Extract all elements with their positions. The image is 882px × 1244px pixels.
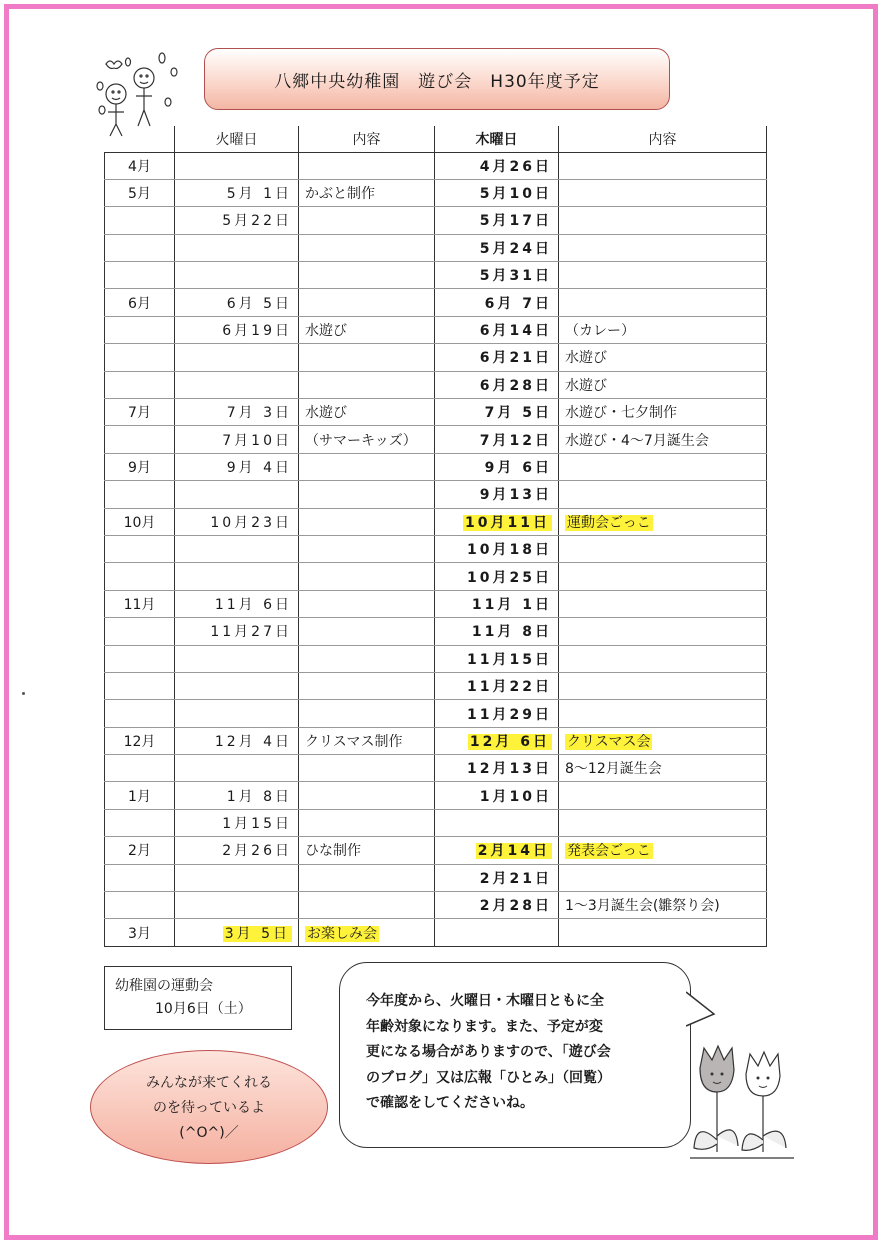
tuesday-date-cell-text: 3月 5日: [224, 925, 290, 942]
thursday-date-cell-text: 10月11日: [465, 514, 550, 531]
tuesday-content-cell: [299, 207, 435, 234]
thursday-date-cell-text: 11月15日: [467, 651, 552, 668]
month-cell: [105, 782, 175, 809]
tulips-illustration-icon: [686, 1040, 798, 1170]
table-row: [105, 152, 767, 179]
month-cell: [105, 344, 175, 371]
tuesday-date-cell: [175, 837, 299, 864]
month-cell: [105, 809, 175, 836]
month-cell: [105, 152, 175, 179]
thursday-content-cell-text: 水遊び・七夕制作: [565, 405, 677, 422]
notice-line: 年齢対象になります。また、予定が変: [366, 1018, 603, 1035]
tuesday-content-cell-text: 水遊び: [305, 323, 347, 340]
tuesday-date-cell: [175, 207, 299, 234]
thursday-date-cell-text: 9月 6日: [484, 459, 552, 476]
tuesday-content-cell: [299, 234, 435, 261]
notice-line: 更になる場合がありますので、｢遊び会: [366, 1044, 611, 1060]
thursday-date-cell-text: 6月14日: [479, 323, 552, 340]
month-cell: [105, 590, 175, 617]
tuesday-date-cell: [175, 672, 299, 699]
tuesday-content-cell: [299, 289, 435, 316]
thursday-content-cell-text: 1～3月誕生会(雛祭り会): [565, 898, 720, 915]
table-row: [105, 262, 767, 289]
thursday-content-cell: [559, 289, 767, 316]
thursday-date-cell-text: 11月22日: [467, 679, 552, 696]
thursday-content-cell: [559, 344, 767, 371]
tuesday-date-cell-text: 5月22日: [222, 213, 292, 230]
thursday-date-cell: [435, 262, 559, 289]
thursday-content-cell: [559, 892, 767, 919]
month-cell-text: 12月: [123, 733, 156, 750]
tuesday-date-cell-text: 1月15日: [222, 816, 292, 833]
table-row: [105, 809, 767, 836]
table-row: [105, 892, 767, 919]
tuesday-content-cell: [299, 262, 435, 289]
thursday-date-cell: [435, 563, 559, 590]
schedule-table: [104, 126, 767, 947]
thursday-content-cell: [559, 508, 767, 535]
thursday-content-cell-text: 水遊び・4～7月誕生会: [565, 432, 709, 449]
thursday-date-cell: [435, 426, 559, 453]
month-cell: [105, 289, 175, 316]
tuesday-content-cell: [299, 371, 435, 398]
thursday-date-cell-text: 2月28日: [479, 898, 552, 915]
tuesday-content-cell: [299, 919, 435, 946]
thursday-content-cell: [559, 700, 767, 727]
thursday-date-cell: [435, 892, 559, 919]
tuesday-content-cell-text: かぶと制作: [305, 186, 375, 203]
tuesday-content-cell: [299, 672, 435, 699]
thursday-content-cell: [559, 179, 767, 206]
thursday-content-cell-text: 運動会ごっこ: [567, 514, 651, 531]
month-cell: [105, 645, 175, 672]
thursday-date-cell-text: 11月 1日: [471, 596, 552, 613]
table-row: [105, 672, 767, 699]
thursday-date-cell: [435, 234, 559, 261]
tuesday-date-cell-text: 7月 3日: [226, 405, 292, 422]
tuesday-date-cell: [175, 289, 299, 316]
month-cell: [105, 508, 175, 535]
month-cell-text: 2月: [128, 843, 151, 860]
table-row: [105, 289, 767, 316]
month-cell: [105, 755, 175, 782]
table-row: [105, 837, 767, 864]
thursday-content-cell: [559, 563, 767, 590]
tuesday-date-cell: [175, 481, 299, 508]
tuesday-content-cell: [299, 179, 435, 206]
table-row: [105, 371, 767, 398]
thursday-date-cell-text: 5月31日: [479, 268, 552, 285]
tuesday-content-cell: [299, 837, 435, 864]
tuesday-content-cell: [299, 453, 435, 480]
tuesday-date-cell-text: 12月 4日: [214, 733, 292, 750]
table-row: [105, 782, 767, 809]
notice-line: のブログ」又は広報「ひとみ」（回覧）: [366, 1069, 611, 1086]
month-cell: [105, 727, 175, 754]
thursday-content-cell: [559, 453, 767, 480]
tuesday-date-cell: [175, 262, 299, 289]
tuesday-content-cell: [299, 727, 435, 754]
thursday-content-cell: [559, 864, 767, 891]
tuesday-content-cell: [299, 563, 435, 590]
table-row: [105, 535, 767, 562]
month-cell-text: 11月: [123, 596, 156, 613]
thursday-date-cell-text: 12月13日: [467, 761, 552, 778]
month-cell: [105, 481, 175, 508]
tuesday-content-cell: [299, 481, 435, 508]
thursday-content-cell: [559, 755, 767, 782]
table-row: [105, 563, 767, 590]
tuesday-date-cell: [175, 234, 299, 261]
notice-bubble: [339, 962, 691, 1148]
header-month: [105, 126, 175, 152]
thursday-date-cell: [435, 316, 559, 343]
tuesday-content-cell: [299, 316, 435, 343]
tuesday-date-cell: [175, 426, 299, 453]
thursday-content-cell: [559, 262, 767, 289]
tuesday-content-cell-text: ひな制作: [305, 843, 361, 860]
tuesday-content-cell-text: お楽しみ会: [307, 925, 377, 942]
thursday-date-cell-text: 1月10日: [479, 788, 552, 805]
thursday-content-cell: [559, 672, 767, 699]
thursday-content-cell: [559, 207, 767, 234]
thursday-date-cell-text: 6月 7日: [484, 295, 552, 312]
message-ellipse: [90, 1050, 328, 1164]
tuesday-content-cell: [299, 535, 435, 562]
thursday-date-cell: [435, 755, 559, 782]
tuesday-content-cell-text: 水遊び: [305, 405, 347, 422]
tuesday-date-cell: [175, 700, 299, 727]
thursday-date-cell: [435, 453, 559, 480]
thursday-content-cell: [559, 809, 767, 836]
tuesday-content-cell: [299, 618, 435, 645]
month-cell-text: 7月: [128, 405, 151, 422]
thursday-content-cell-text: 水遊び: [565, 350, 607, 367]
thursday-date-cell: [435, 535, 559, 562]
month-cell: [105, 563, 175, 590]
tuesday-content-cell: [299, 755, 435, 782]
month-cell: [105, 426, 175, 453]
thursday-content-cell-text: （カレー）: [565, 323, 635, 340]
tuesday-content-cell: [299, 426, 435, 453]
month-cell-text: 1月: [128, 788, 151, 805]
thursday-date-cell-text: 9月13日: [479, 487, 552, 504]
tuesday-date-cell: [175, 590, 299, 617]
tuesday-content-cell: [299, 700, 435, 727]
thursday-date-cell: [435, 207, 559, 234]
thursday-content-cell-text: 8～12月誕生会: [565, 761, 662, 778]
month-cell-text: 10月: [123, 514, 156, 531]
table-row: [105, 508, 767, 535]
thursday-date-cell: [435, 618, 559, 645]
tuesday-date-cell: [175, 453, 299, 480]
thursday-content-cell: [559, 919, 767, 946]
month-cell: [105, 399, 175, 426]
thursday-content-cell: [559, 234, 767, 261]
thursday-date-cell-text: 11月 8日: [471, 624, 552, 641]
sports-day-box: [104, 966, 292, 1030]
tuesday-content-cell: [299, 782, 435, 809]
tuesday-date-cell-text: 11月27日: [210, 624, 292, 641]
message-line: (^O^)／: [179, 1125, 239, 1141]
table-row: [105, 207, 767, 234]
tuesday-date-cell: [175, 316, 299, 343]
table-row: [105, 399, 767, 426]
thursday-content-cell: [559, 316, 767, 343]
tuesday-content-cell: [299, 399, 435, 426]
message-line: のを待っているよ: [153, 1100, 265, 1116]
table-row: [105, 453, 767, 480]
thursday-content-cell-text: 発表会ごっこ: [567, 843, 651, 860]
table-row: [105, 481, 767, 508]
tuesday-date-cell-text: 5月 1日: [226, 186, 292, 203]
thursday-date-cell-text: 6月28日: [479, 377, 552, 394]
thursday-date-cell-text: 4月26日: [479, 158, 552, 175]
thursday-date-cell: [435, 399, 559, 426]
table-row: [105, 700, 767, 727]
thursday-date-cell: [435, 672, 559, 699]
tuesday-date-cell: [175, 755, 299, 782]
thursday-date-cell: [435, 919, 559, 946]
thursday-content-cell: [559, 426, 767, 453]
thursday-date-cell-text: 2月21日: [479, 870, 552, 887]
month-cell: [105, 672, 175, 699]
table-row: [105, 919, 767, 946]
table-row: [105, 344, 767, 371]
thursday-date-cell-text: 5月24日: [479, 240, 552, 257]
table-header-row: [105, 126, 767, 152]
tuesday-date-cell: [175, 535, 299, 562]
schedule-rows: [105, 152, 767, 946]
thursday-date-cell: [435, 371, 559, 398]
tuesday-date-cell: [175, 344, 299, 371]
thursday-content-cell-text: クリスマス会: [567, 733, 651, 750]
stray-dot: [22, 692, 25, 695]
table-row: [105, 645, 767, 672]
thursday-content-cell: [559, 590, 767, 617]
thursday-date-cell-text: 5月10日: [479, 186, 552, 203]
tuesday-content-cell: [299, 645, 435, 672]
tuesday-date-cell: [175, 645, 299, 672]
bubble-tail-icon: [686, 990, 716, 1030]
tuesday-date-cell-text: 6月 5日: [226, 295, 292, 312]
thursday-date-cell: [435, 481, 559, 508]
month-cell: [105, 892, 175, 919]
table-row: [105, 179, 767, 206]
thursday-content-cell: [559, 727, 767, 754]
month-cell: [105, 535, 175, 562]
thursday-date-cell: [435, 590, 559, 617]
tuesday-date-cell: [175, 399, 299, 426]
tuesday-date-cell: [175, 919, 299, 946]
thursday-content-cell: [559, 371, 767, 398]
table-row: [105, 864, 767, 891]
tuesday-date-cell: [175, 179, 299, 206]
tuesday-content-cell: [299, 809, 435, 836]
thursday-date-cell-text: 7月 5日: [484, 405, 552, 422]
month-cell: [105, 262, 175, 289]
tuesday-date-cell-text: 2月26日: [222, 843, 292, 860]
thursday-content-cell-text: 水遊び: [565, 377, 607, 394]
month-cell-text: 9月: [128, 459, 151, 476]
thursday-content-cell: [559, 481, 767, 508]
month-cell: [105, 700, 175, 727]
month-cell: [105, 618, 175, 645]
notice-line: 今年度から、火曜日・木曜日ともに全: [366, 993, 604, 1009]
sports-day-date: 10月6日（土）: [155, 1001, 252, 1017]
month-cell-text: 3月: [128, 925, 151, 942]
thursday-date-cell: [435, 837, 559, 864]
tuesday-date-cell-text: 9月 4日: [226, 459, 292, 476]
tuesday-date-cell: [175, 618, 299, 645]
tuesday-content-cell: [299, 152, 435, 179]
header-thursday: 木曜日: [435, 126, 559, 152]
month-cell: [105, 919, 175, 946]
thursday-date-cell: [435, 152, 559, 179]
header-tuesday: 火曜日: [175, 126, 299, 152]
month-cell: [105, 837, 175, 864]
month-cell: [105, 371, 175, 398]
thursday-date-cell: [435, 700, 559, 727]
tuesday-date-cell: [175, 782, 299, 809]
thursday-date-cell-text: 7月12日: [479, 432, 552, 449]
tuesday-date-cell: [175, 864, 299, 891]
tuesday-content-cell: [299, 344, 435, 371]
tuesday-content-cell-text: （サマーキッズ）: [305, 432, 417, 449]
thursday-content-cell: [559, 399, 767, 426]
tuesday-content-cell: [299, 864, 435, 891]
thursday-content-cell: [559, 535, 767, 562]
tuesday-content-cell: [299, 892, 435, 919]
thursday-date-cell: [435, 809, 559, 836]
tuesday-date-cell: [175, 371, 299, 398]
tuesday-content-cell: [299, 508, 435, 535]
month-cell: [105, 316, 175, 343]
table-row: [105, 426, 767, 453]
tuesday-date-cell-text: 10月23日: [210, 514, 292, 531]
thursday-date-cell: [435, 179, 559, 206]
thursday-content-cell: [559, 618, 767, 645]
month-cell: [105, 207, 175, 234]
sports-day-label: 幼稚園の運動会: [115, 978, 213, 994]
thursday-date-cell: [435, 727, 559, 754]
thursday-date-cell-text: 6月21日: [479, 350, 552, 367]
tuesday-date-cell: [175, 152, 299, 179]
thursday-date-cell-text: 12月 6日: [469, 733, 550, 750]
tuesday-content-cell-text: クリスマス制作: [305, 733, 403, 750]
thursday-content-cell: [559, 782, 767, 809]
thursday-content-cell: [559, 645, 767, 672]
tuesday-date-cell: [175, 508, 299, 535]
thursday-date-cell-text: 5月17日: [479, 213, 552, 230]
table-row: [105, 755, 767, 782]
table-row: [105, 316, 767, 343]
tuesday-date-cell-text: 1月 8日: [226, 788, 292, 805]
table-row: [105, 618, 767, 645]
header-tuesday-content: 内容: [299, 126, 435, 152]
month-cell: [105, 864, 175, 891]
month-cell-text: 4月: [128, 158, 151, 175]
message-line: みんなが来てくれる: [146, 1075, 272, 1091]
tuesday-date-cell-text: 11月 6日: [214, 596, 292, 613]
thursday-date-cell: [435, 344, 559, 371]
tuesday-content-cell: [299, 590, 435, 617]
thursday-date-cell-text: 10月18日: [467, 542, 552, 559]
notice-line: で確認をしてくださいね。: [366, 1095, 534, 1111]
tuesday-date-cell: [175, 809, 299, 836]
thursday-date-cell-text: 11月29日: [467, 706, 552, 723]
tuesday-date-cell: [175, 892, 299, 919]
month-cell: [105, 234, 175, 261]
thursday-date-cell: [435, 864, 559, 891]
thursday-date-cell: [435, 289, 559, 316]
tuesday-date-cell-text: 7月10日: [222, 432, 292, 449]
month-cell-text: 5月: [128, 186, 151, 203]
table-row: [105, 234, 767, 261]
month-cell: [105, 453, 175, 480]
thursday-content-cell: [559, 152, 767, 179]
table-row: [105, 727, 767, 754]
month-cell-text: 6月: [128, 295, 151, 312]
thursday-content-cell: [559, 837, 767, 864]
page-title: 八郷中央幼稚園 遊び会 H30年度予定: [204, 48, 670, 110]
thursday-date-cell-text: 2月14日: [477, 843, 550, 860]
thursday-date-cell: [435, 782, 559, 809]
thursday-date-cell: [435, 508, 559, 535]
header-thursday-content: 内容: [559, 126, 767, 152]
month-cell: [105, 179, 175, 206]
table-row: [105, 590, 767, 617]
tuesday-date-cell: [175, 727, 299, 754]
thursday-date-cell-text: 10月25日: [467, 569, 552, 586]
thursday-date-cell: [435, 645, 559, 672]
tuesday-date-cell: [175, 563, 299, 590]
tuesday-date-cell-text: 6月19日: [222, 323, 292, 340]
